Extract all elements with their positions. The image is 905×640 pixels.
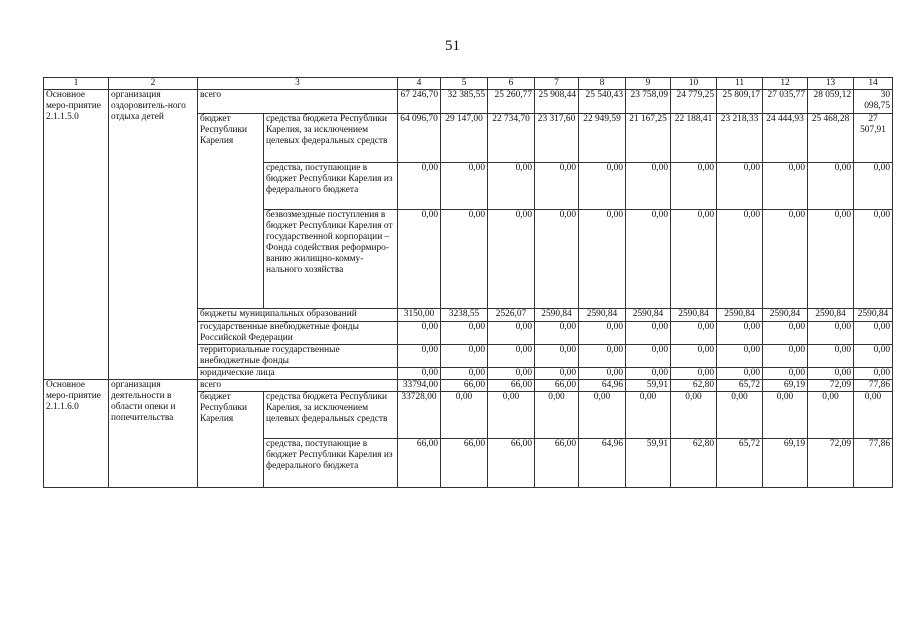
source-label: всего — [198, 380, 398, 392]
value-cell: 0,00 — [441, 322, 488, 345]
page-number: 51 — [445, 38, 460, 54]
value-cell: 33728,00 — [398, 392, 441, 439]
value-cell: 0,00 — [535, 322, 579, 345]
value-cell: 0,00 — [579, 322, 626, 345]
value-cell: 66,00 — [488, 380, 535, 392]
value-cell: 3238,55 — [441, 309, 488, 322]
value-cell: 0,00 — [488, 392, 535, 439]
column-header: 5 — [441, 78, 488, 90]
source-label: средства бюджета Республики Карелия, за исключением целевых федеральных средств — [264, 114, 398, 163]
value-cell: 66,00 — [535, 380, 579, 392]
value-cell: 59,91 — [626, 380, 671, 392]
value-cell: 0,00 — [398, 345, 441, 368]
value-cell: 0,00 — [763, 163, 808, 210]
value-cell: 2590,84 — [717, 309, 763, 322]
source-label: юридические лица — [198, 368, 398, 380]
column-header: 12 — [763, 78, 808, 90]
value-cell: 28 059,12 — [808, 90, 854, 114]
value-cell: 2590,84 — [579, 309, 626, 322]
source-label: безвозмездные поступления в бюджет Республики Карелия от государственной корпорации – Фонда содействия реформиро-ванию жилищно-комму-нального хозяйства — [264, 210, 398, 309]
value-cell: 2590,84 — [808, 309, 854, 322]
value-cell: 0,00 — [579, 163, 626, 210]
value-cell: 0,00 — [535, 392, 579, 439]
value-cell: 0,00 — [626, 163, 671, 210]
value-cell: 0,00 — [854, 322, 893, 345]
value-cell: 0,00 — [717, 163, 763, 210]
column-header: 8 — [579, 78, 626, 90]
value-cell: 0,00 — [808, 345, 854, 368]
value-cell: 0,00 — [808, 322, 854, 345]
source-label: бюджеты муниципальных образований — [198, 309, 398, 322]
budget-table — [43, 77, 893, 488]
value-cell: 64 096,70 — [398, 114, 441, 163]
column-header: 13 — [808, 78, 854, 90]
value-cell: 22 949,59 — [579, 114, 626, 163]
value-cell: 3150,00 — [398, 309, 441, 322]
value-cell: 0,00 — [671, 392, 717, 439]
column-header: 4 — [398, 78, 441, 90]
value-cell: 0,00 — [671, 368, 717, 380]
organization-cell: организация деятельности в области опеки и попечительства — [109, 380, 198, 488]
value-cell: 0,00 — [579, 368, 626, 380]
value-cell: 0,00 — [626, 392, 671, 439]
column-header: 10 — [671, 78, 717, 90]
table-row — [44, 90, 893, 114]
value-cell: 33794,00 — [398, 380, 441, 392]
value-cell: 25 260,77 — [488, 90, 535, 114]
value-cell: 23 317,60 — [535, 114, 579, 163]
column-header: 7 — [535, 78, 579, 90]
value-cell: 27 507,91 — [854, 114, 893, 163]
value-cell: 0,00 — [626, 368, 671, 380]
value-cell: 0,00 — [671, 210, 717, 309]
column-header: 3 — [198, 78, 398, 90]
value-cell: 0,00 — [488, 322, 535, 345]
column-header: 9 — [626, 78, 671, 90]
value-cell: 0,00 — [717, 368, 763, 380]
value-cell: 0,00 — [579, 345, 626, 368]
value-cell: 66,00 — [441, 380, 488, 392]
value-cell: 0,00 — [808, 392, 854, 439]
value-cell: 66,00 — [535, 439, 579, 488]
value-cell: 65,72 — [717, 439, 763, 488]
value-cell: 0,00 — [488, 345, 535, 368]
value-cell: 27 035,77 — [763, 90, 808, 114]
value-cell: 23 218,33 — [717, 114, 763, 163]
value-cell: 0,00 — [398, 163, 441, 210]
value-cell: 0,00 — [808, 210, 854, 309]
value-cell: 0,00 — [488, 163, 535, 210]
source-label: всего — [198, 90, 398, 114]
value-cell: 0,00 — [717, 322, 763, 345]
source-label: территориальные государственные внебюджетные фонды — [198, 345, 398, 368]
value-cell: 0,00 — [398, 368, 441, 380]
value-cell: 0,00 — [854, 163, 893, 210]
value-cell: 0,00 — [671, 345, 717, 368]
value-cell: 30 098,75 — [854, 90, 893, 114]
value-cell: 0,00 — [763, 210, 808, 309]
organization-cell: организация оздоровитель-ного отдыха детей — [109, 90, 198, 380]
value-cell: 0,00 — [488, 368, 535, 380]
value-cell: 2590,84 — [854, 309, 893, 322]
value-cell: 0,00 — [441, 210, 488, 309]
value-cell: 0,00 — [441, 368, 488, 380]
value-cell: 22 734,70 — [488, 114, 535, 163]
value-cell: 0,00 — [535, 210, 579, 309]
value-cell: 0,00 — [626, 210, 671, 309]
source-label: государственные внебюджетные фонды Российской Федерации — [198, 322, 398, 345]
value-cell: 0,00 — [717, 345, 763, 368]
column-header: 6 — [488, 78, 535, 90]
header-row — [44, 78, 893, 90]
source-label: средства, поступающие в бюджет Республики Карелия из федерального бюджета — [264, 439, 398, 488]
value-cell: 24 779,25 — [671, 90, 717, 114]
value-cell: 0,00 — [854, 368, 893, 380]
value-cell: 0,00 — [441, 392, 488, 439]
value-cell: 2590,84 — [671, 309, 717, 322]
column-header: 11 — [717, 78, 763, 90]
value-cell: 59,91 — [626, 439, 671, 488]
value-cell: 0,00 — [579, 392, 626, 439]
value-cell: 21 167,25 — [626, 114, 671, 163]
value-cell: 2526,07 — [488, 309, 535, 322]
value-cell: 32 385,55 — [441, 90, 488, 114]
value-cell: 23 758,09 — [626, 90, 671, 114]
value-cell: 72,09 — [808, 439, 854, 488]
value-cell: 2590,84 — [535, 309, 579, 322]
value-cell: 66,00 — [398, 439, 441, 488]
value-cell: 0,00 — [535, 368, 579, 380]
value-cell: 66,00 — [441, 439, 488, 488]
value-cell: 69,19 — [763, 380, 808, 392]
value-cell: 0,00 — [808, 368, 854, 380]
value-cell: 69,19 — [763, 439, 808, 488]
value-cell: 77,86 — [854, 439, 893, 488]
value-cell: 0,00 — [808, 163, 854, 210]
value-cell: 0,00 — [763, 392, 808, 439]
measure-cell: Основное меро-приятие 2.1.1.5.0 — [44, 90, 109, 380]
value-cell: 0,00 — [854, 210, 893, 309]
table-row — [44, 380, 893, 392]
source-label: средства бюджета Республики Карелия, за исключением целевых федеральных средств — [264, 392, 398, 439]
value-cell: 0,00 — [717, 210, 763, 309]
value-cell: 24 444,93 — [763, 114, 808, 163]
value-cell: 0,00 — [671, 322, 717, 345]
value-cell: 0,00 — [854, 392, 893, 439]
source-label: средства, поступающие в бюджет Республики Карелия из федерального бюджета — [264, 163, 398, 210]
value-cell: 0,00 — [854, 345, 893, 368]
value-cell: 0,00 — [626, 322, 671, 345]
value-cell: 0,00 — [535, 345, 579, 368]
value-cell: 25 908,44 — [535, 90, 579, 114]
value-cell: 0,00 — [717, 392, 763, 439]
value-cell: 72,09 — [808, 380, 854, 392]
value-cell: 0,00 — [579, 210, 626, 309]
value-cell: 25 540,43 — [579, 90, 626, 114]
value-cell: 64,96 — [579, 380, 626, 392]
value-cell: 0,00 — [626, 345, 671, 368]
value-cell: 62,80 — [671, 380, 717, 392]
column-header: 2 — [109, 78, 198, 90]
value-cell: 29 147,00 — [441, 114, 488, 163]
column-header: 1 — [44, 78, 109, 90]
measure-cell: Основное меро-приятие 2.1.1.6.0 — [44, 380, 109, 488]
value-cell: 66,00 — [488, 439, 535, 488]
value-cell: 2590,84 — [763, 309, 808, 322]
value-cell: 0,00 — [488, 210, 535, 309]
value-cell: 67 246,70 — [398, 90, 441, 114]
value-cell: 0,00 — [441, 163, 488, 210]
value-cell: 0,00 — [535, 163, 579, 210]
budget-group-cell: бюджет Республики Карелия — [198, 114, 264, 309]
value-cell: 77,86 — [854, 380, 893, 392]
column-header: 14 — [854, 78, 893, 90]
value-cell: 2590,84 — [626, 309, 671, 322]
value-cell: 0,00 — [441, 345, 488, 368]
value-cell: 0,00 — [763, 345, 808, 368]
value-cell: 0,00 — [398, 210, 441, 309]
value-cell: 0,00 — [763, 368, 808, 380]
budget-group-cell: бюджет Республики Карелия — [198, 392, 264, 488]
value-cell: 0,00 — [671, 163, 717, 210]
value-cell: 22 188,41 — [671, 114, 717, 163]
value-cell: 25 468,28 — [808, 114, 854, 163]
value-cell: 62,80 — [671, 439, 717, 488]
value-cell: 0,00 — [763, 322, 808, 345]
value-cell: 0,00 — [398, 322, 441, 345]
value-cell: 64,96 — [579, 439, 626, 488]
value-cell: 25 809,17 — [717, 90, 763, 114]
value-cell: 65,72 — [717, 380, 763, 392]
